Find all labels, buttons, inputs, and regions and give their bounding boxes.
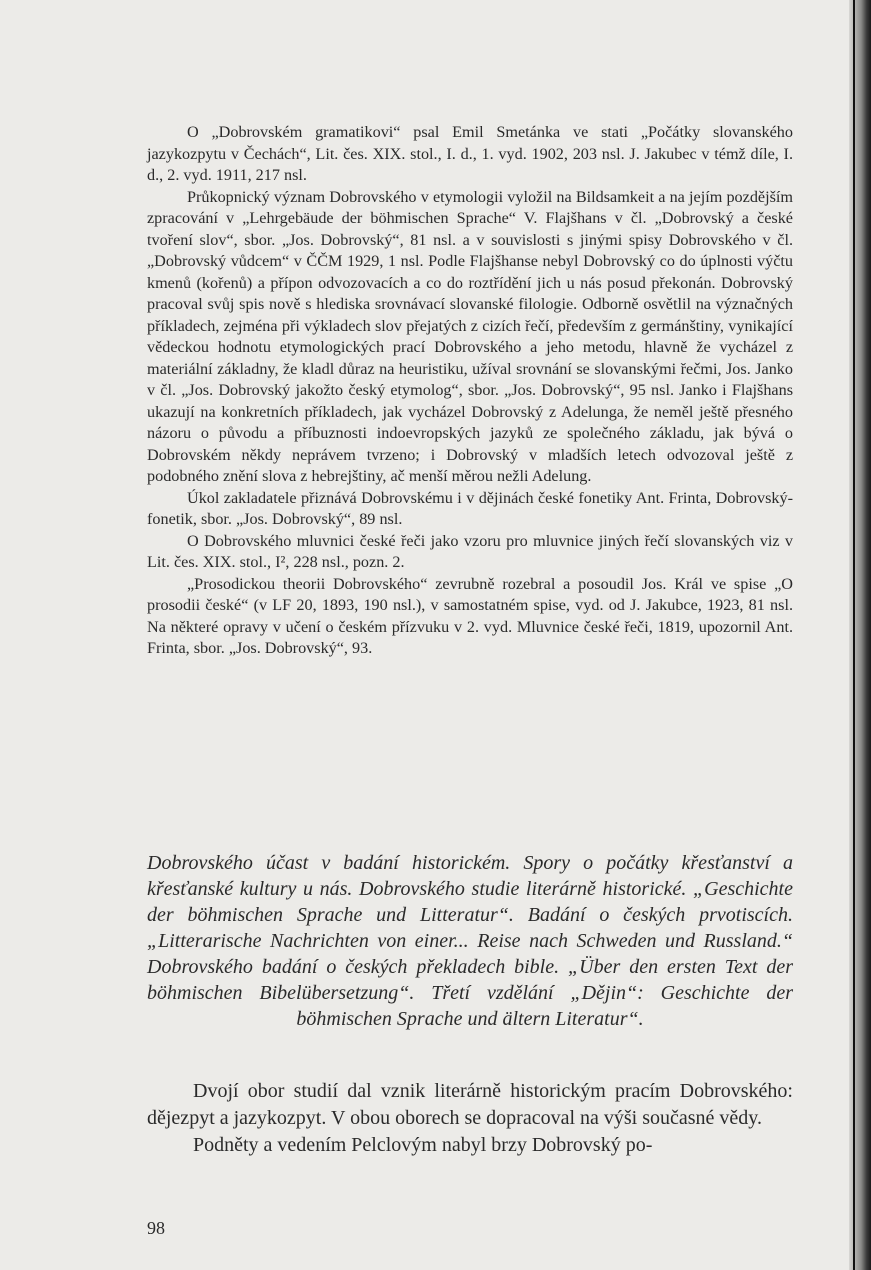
paragraph-etymology: Průkopnický význam Dobrovského v etymologii vyložil na Bildsamkeit a na jejím pozdějším zpracování v „Lehrgebäude der böhmischen Sprache“ V. Flajšhans v čl. „Dobrovský a české tvoření slov“, sbor. „Jos. Dobrovský“, 81 nsl. a v souvislosti s jinými spisy Dobrovského v čl. „Dobrovský vůdcem“ v ČČM 1929, 1 nsl. Podle Flajšhanse nebyl Dobrovský co do úplnosti výčtu kmenů (kořenů) a přípon odvozovacích a co do roztřídění jich u nás posud překonán. Dobrovský pracoval svůj spis nově s hlediska srovnávací slovanské filologie. Odborně osvětlil na význačných příkladech, zejména při výkladech slov přejatých z cizích řečí, především z germánštiny, vynikající vědeckou hodnotu etymologických prací Dobrovského a jeho metodu, hlavně že vycházel z materiální základny, že kladl důraz na heuristiku, užíval srovnání se slovanskými řečmi, Jos. Janko v čl. „Jos. Dobrovský jakožto český etymolog“, sbor. „Jos. Dobrovský“, 95 nsl. Janko i Flajšhans ukazují na konkretních příkladech, jak vycházel Dobrovský z Adelunga, že neměl ještě přesného názoru o původu a příbuznosti indoevropských jazyků ze společného základu, jak bývá o Dobrovském někdy neprávem tvrzeno; i Dobrovský v mladších letech odvozoval ještě z podobného znění slova z hebrejštiny, ač menší měrou nežli Adelung.: [147, 187, 793, 485]
body-text: [147, 1078, 793, 1159]
chapter-heading: Dobrovského účast v badání historickém. Spory o počátky křesťanství a křesťanské kultury u nás. Dobrovského studie literárně historické. „Geschichte der böhmischen Sprache und Litteratur“. Badání o českých prvotiscích. „Litterarische Nachrichten von einer... Reise nach Schweden und Russland.“ Dobrovského badání o českých překladech bible. „Über den ersten Text der böhmischen Bibelübersetzung“. Třetí vzdělání „Dějin“: Geschichte der böhmischen Sprache und ältern Literatur“.: [147, 852, 793, 1030]
page-number: 98: [147, 1218, 165, 1238]
paragraph-smetanka: O „Dobrovském gramatikovi“ psal Emil Smetánka ve stati „Počátky slovanského jazykozpytu v Čechách“, Lit. čes. XIX. stol., I. d., 1. vyd. 1902, 203 nsl. J. Jakubec v témž díle, I. d., 2. vyd. 1911, 217 nsl.: [147, 123, 793, 184]
paragraph-pelcl: Podněty a vedením Pelclovým nabyl brzy Dobrovský po-: [193, 1134, 653, 1156]
paragraph-phonetics: Úkol zakladatele přiznává Dobrovskému i v dějinách české fonetiky Ant. Frinta, Dobrovský-fonetik, sbor. „Jos. Dobrovský“, 89 nsl.: [147, 488, 793, 528]
footnote-block: [147, 122, 793, 660]
page-edge-line: [853, 0, 855, 1270]
paragraph-prosody: „Prosodickou theorii Dobrovského“ zevrubně rozebral a posoudil Jos. Král ve spise „O prosodii české“ (v LF 20, 1893, 190 nsl.), v samostatném spise, vyd. od J. Jakubce, 1923, 81 nsl. Na některé opravy v učení o českém přízvuku v 2. vyd. Mluvnice české řeči, 1819, upozornil Ant. Frinta, sbor. „Jos. Dobrovský“, 93.: [147, 574, 793, 657]
paragraph-grammar-model: O Dobrovského mluvnici české řeči jako vzoru pro mluvnice jiných řečí slovanských viz v Lit. čes. XIX. stol., I², 228 nsl., pozn. 2.: [147, 531, 793, 571]
paragraph-dual-field: Dvojí obor studií dal vznik literárně historickým pracím Dobrovského: dějezpyt a jazykozpyt. V obou oborech se dopracoval na výši současné vědy.: [147, 1080, 793, 1129]
